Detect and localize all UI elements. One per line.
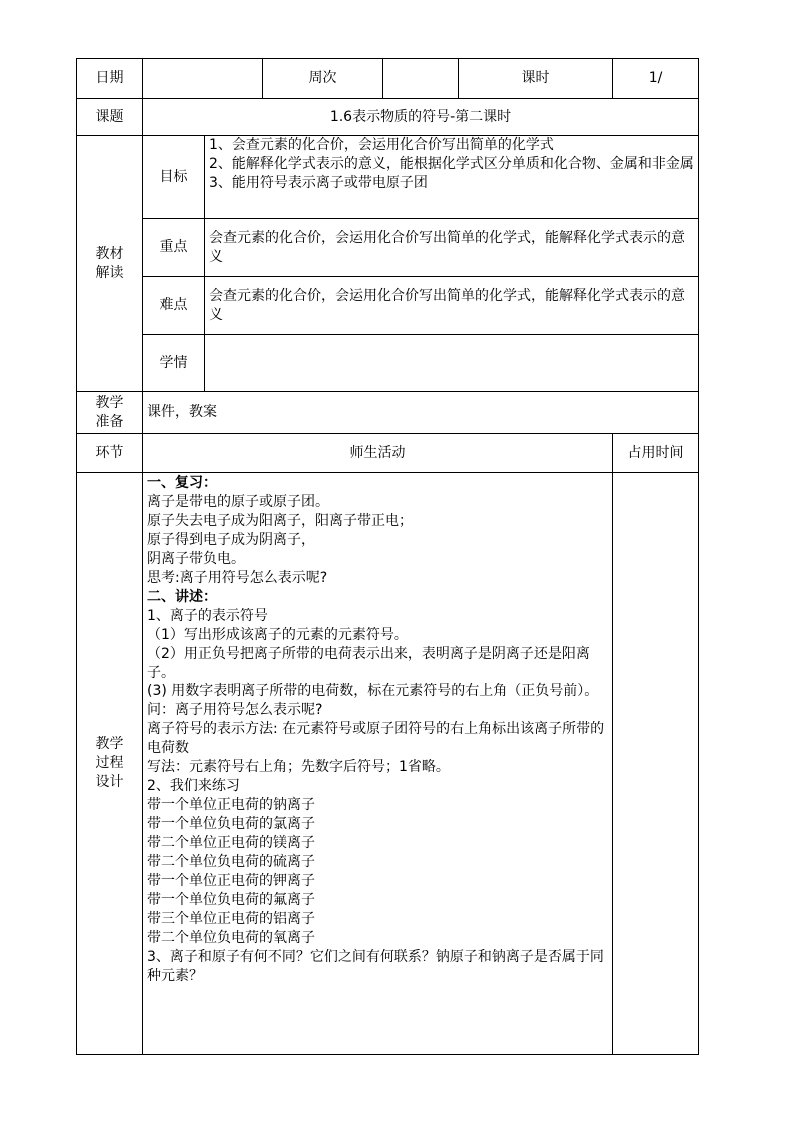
topic-label: 课题 [77, 99, 143, 136]
process-line: 二、讲述： [147, 588, 217, 605]
process-label-line1: 教学 [95, 736, 124, 752]
process-line: 原子失去电子成为阳离子，阳离子带正电； [147, 512, 413, 529]
process-line: 离子符号的表示方法: 在元素符号或原子团符号的右上角标出该离子所带的电荷数 [147, 721, 605, 757]
process-row [77, 473, 699, 1055]
lesson-plan-table [76, 58, 699, 1055]
process-line: 写法：元素符号右上角；先数字后符号；1省略。 [147, 759, 450, 776]
process-line: 带一个单位负电荷的氟离子 [147, 891, 315, 908]
prep-value: 课件，教案 [143, 392, 699, 434]
process-line: 3、离子和原子有何不同？它们之间有何联系？钠原子和钠离子是否属于同种元素？ [147, 948, 604, 984]
date-label: 日期 [77, 59, 143, 99]
goal-item: 3、能用符号表示离子或带电原子团 [209, 175, 428, 191]
period-label: 课时 [459, 59, 613, 99]
material-label [77, 136, 143, 392]
process-time [613, 473, 699, 1055]
process-line: 1、离子的表示符号 [147, 607, 268, 624]
learner-label: 学情 [143, 335, 205, 392]
time-header: 占用时间 [613, 434, 699, 473]
process-line: 带三个单位正电荷的铝离子 [147, 910, 315, 927]
process-content [143, 473, 613, 1055]
process-line: (3) 用数字表明离子所带的电荷数，标在元素符号的右上角（正负号前）。 [147, 683, 599, 700]
process-line: （2）用正负号把离子所带的电荷表示出来，表明离子是阴离子还是阳离子。 [147, 645, 590, 681]
stage-header: 环节 [77, 434, 143, 473]
period-value: 1/ [613, 59, 699, 99]
goal-item: 1、会查元素的化合价，会运用化合价写出简单的化学式 [209, 137, 554, 153]
process-line: 阴离子带负电。 [147, 550, 245, 567]
process-line: 带二个单位负电荷的氧离子 [147, 929, 315, 946]
prep-row [77, 392, 699, 434]
process-line: 带一个单位正电荷的钾离子 [147, 873, 315, 890]
difficulty-label: 难点 [143, 277, 205, 335]
process-line: 原子得到电子成为阴离子， [147, 531, 315, 548]
process-line: 思考:离子用符号怎么表示呢? [147, 569, 328, 586]
key-label: 重点 [143, 219, 205, 277]
process-line: 带一个单位正电荷的钠离子 [147, 797, 315, 814]
prep-label-line2: 准备 [95, 413, 124, 430]
goals-row [77, 136, 699, 219]
key-text: 会查元素的化合价，会运用化合价写出简单的化学式，能解释化学式表示的意义 [205, 219, 699, 277]
process-line: 带一个单位负电荷的氯离子 [147, 816, 315, 833]
process-line: 一、复习： [147, 475, 217, 491]
week-label: 周次 [263, 59, 383, 99]
prep-label [77, 392, 143, 434]
key-row [77, 219, 699, 277]
header-row [77, 59, 699, 99]
difficulty-text: 会查元素的化合价，会运用化合价写出简单的化学式，能解释化学式表示的意义 [205, 277, 699, 335]
process-line: 2、我们来练习 [147, 778, 240, 795]
topic-value: 1.6表示物质的符号-第二课时 [143, 99, 699, 136]
goals-label: 目标 [143, 136, 205, 219]
process-label [77, 473, 143, 1055]
process-line: 带二个单位负电荷的硫离子 [147, 854, 315, 871]
prep-label-line1: 教学 [95, 394, 124, 411]
learner-text [205, 335, 699, 392]
material-label-line1: 教材 [95, 245, 124, 262]
process-label-line2: 过程 [95, 755, 124, 771]
difficulty-row [77, 277, 699, 335]
process-line: 带二个单位正电荷的镁离子 [147, 835, 315, 852]
activity-header: 师生活动 [143, 434, 613, 473]
column-header-row [77, 434, 699, 473]
topic-row [77, 99, 699, 136]
process-line: 离子是带电的原子或原子团。 [147, 493, 329, 510]
goal-item: 2、能解释化学式表示的意义，能根据化学式区分单质和化合物、金属和非金属 [209, 156, 694, 172]
process-line: （1）写出形成该离子的元素的元素符号。 [147, 626, 408, 643]
process-line: 问：离子用符号怎么表示呢? [147, 702, 323, 719]
material-label-line2: 解读 [95, 264, 124, 281]
goals-content [205, 136, 699, 219]
date-value [143, 59, 263, 99]
process-label-line3: 设计 [95, 774, 124, 790]
week-value [383, 59, 459, 99]
learner-row [77, 335, 699, 392]
